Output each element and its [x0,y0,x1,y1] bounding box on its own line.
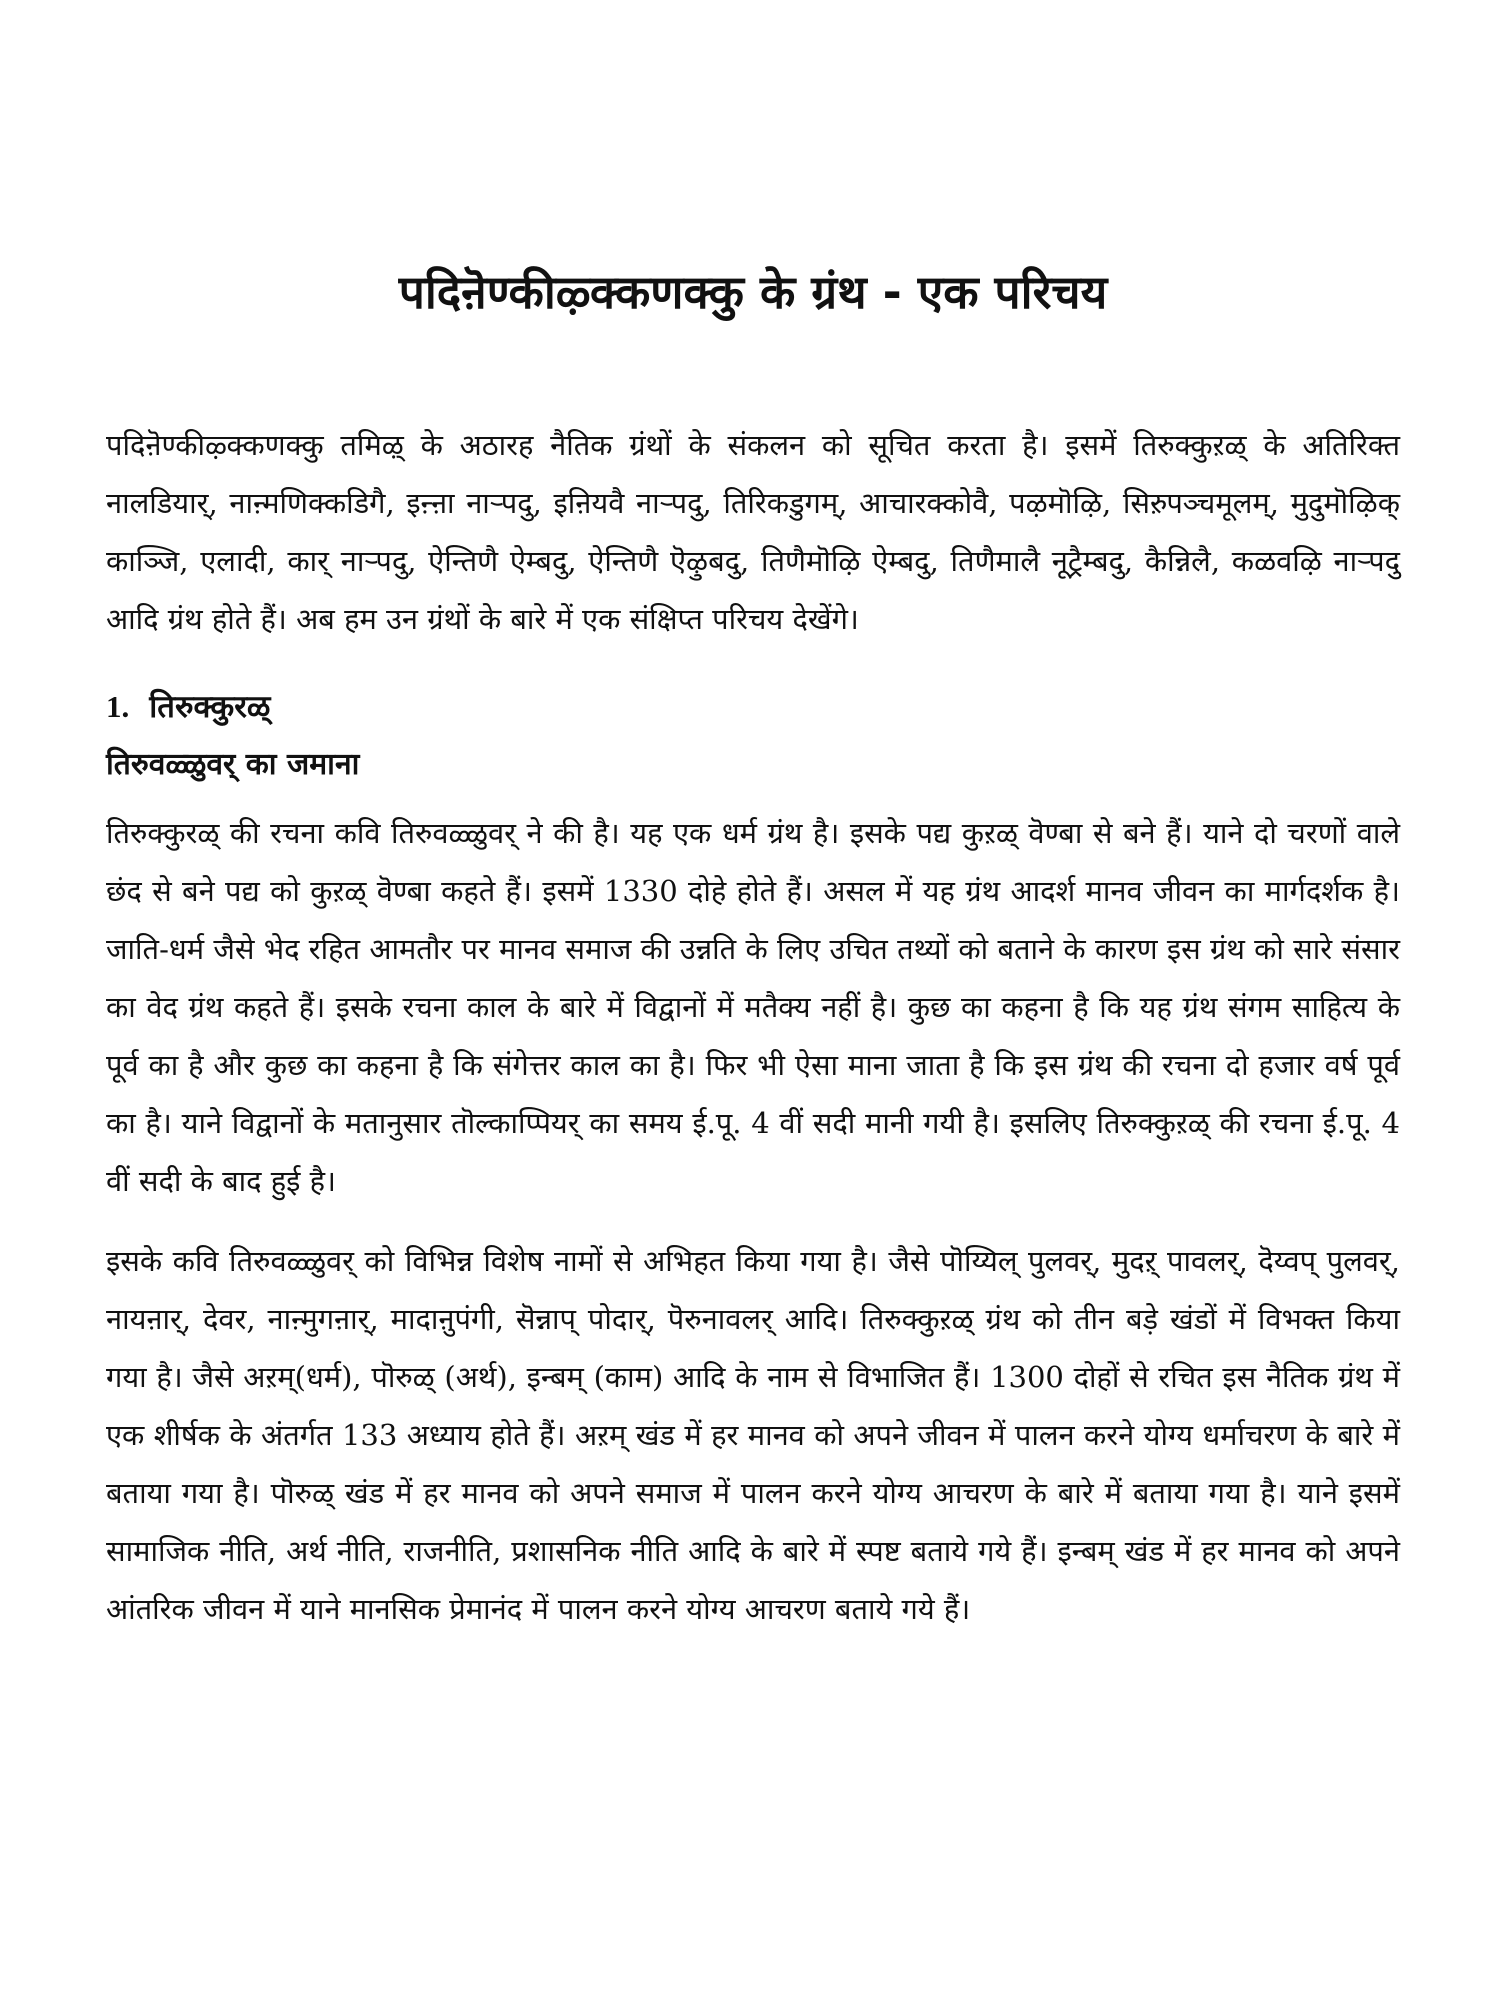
section-number: 1. [106,689,130,724]
body-paragraph-2: इसके कवि तिरुवळ्ळुवर् को विभिन्न विशेष नामों से अभिहत किया गया है। जैसे पॊय्यिल् पुलवर्, मुदऱ् पावलर्, दॆय्वप् पुलवर्, नायऩार्, देवर, नाऩ्मुगऩार्, मादाऩुपंगी, सॆन्नाप् पोदार्, पॆरुनावलर् आदि। तिरुक्कुऱळ् ग्रंथ को तीन बड़े खंडों में विभक्त किया गया है। जैसे अऱम्(धर्म), पॊरुळ् (अर्थ), इन्बम् (काम) आदि के नाम से विभाजित हैं। 1300 दोहों से रचित इस नैतिक ग्रंथ में एक शीर्षक के अंतर्गत 133 अध्याय होते हैं। अऱम् खंड में हर मानव को अपने जीवन में पालन करने योग्य धर्माचरण के बारे में बताया गया है। पॊरुळ् खंड में हर मानव को अपने समाज में पालन करने योग्य आचरण के बारे में बताया गया है। याने इसमें सामाजिक नीति, अर्थ नीति, राजनीति, प्रशासनिक नीति आदि के बारे में स्पष्ट बताये गये हैं। इन्बम् खंड में हर मानव को अपने आंतरिक जीवन में याने मानसिक प्रेमानंद में पालन करने योग्य आचरण बताये गये हैं। [106,1244,1400,1626]
page-title: पदिऩॆण्कीऴ्क्कणक्कु के ग्रंथ - एक परिचय [398,265,1108,319]
body-paragraph-1: तिरुक्कुरळ् की रचना कवि तिरुवळ्ळुवर् ने की है। यह एक धर्म ग्रंथ है। इसके पद्य कुऱळ् वॆण्बा से बने हैं। याने दो चरणों वाले छंद से बने पद्य को कुऱळ् वॆण्बा कहते हैं। इसमें 1330 दोहे होते हैं। असल में यह ग्रंथ आदर्श मानव जीवन का मार्गदर्शक है। जाति-धर्म जैसे भेद रहित आमतौर पर मानव समाज की उन्नति के लिए उचित तथ्यों को बताने के कारण इस ग्रंथ को सारे संसार का वेद ग्रंथ कहते हैं। इसके रचना काल के बारे में विद्वानों में मतैक्य नहीं है। कुछ का कहना है कि यह ग्रंथ संगम साहित्य के पूर्व का है और कुछ का कहना है कि संगेत्तर काल का है। फिर भी ऐसा माना जाता है कि इस ग्रंथ की रचना दो हजार वर्ष पूर्व का है। याने विद्वानों के मतानुसार तॊल्काप्पियर् का समय ई.पू. 4 वीं सदी मानी गयी है। इसलिए तिरुक्कुऱळ् की रचना ई.पू. 4 वीं सदी के बाद हुई है। [106,816,1400,1198]
intro-paragraph: पदिऩॆण्कीऴ्क्कणक्कु तमिऴ् के अठारह नैतिक ग्रंथों के संकलन को सूचित करता है। इसमें तिरुक्कुऱळ् के अतिरिक्त नालडियार्, नाऩ्मणिक्कडिगै, इऩ्ऩा नाऱ्पदु, इऩियवै नाऱ्पदु, तिरिकडुगम्, आचारक्कोवै, पऴमॊऴि, सिऱुपञ्चमूलम्, मुदुमॊऴिक् काञ्जि, एलादी, कार् नाऱ्पदु, ऐन्तिणै ऐम्बदु, ऐन्तिणै ऎऴुबदु, तिणैमॊऴि ऐम्बदु, तिणैमालै नूट्रैम्बदु, कैन्निलै, कळवऴि नाऱ्पदु आदि ग्रंथ होते हैं। अब हम उन ग्रंथों के बारे में एक संक्षिप्त परिचय देखेंगे। [106,428,1400,636]
section-title: तिरुक्कुरळ् [149,689,271,725]
section-subheading: तिरुवळ्ळुवर् का जमाना [106,747,360,782]
section-heading [106,678,1400,736]
